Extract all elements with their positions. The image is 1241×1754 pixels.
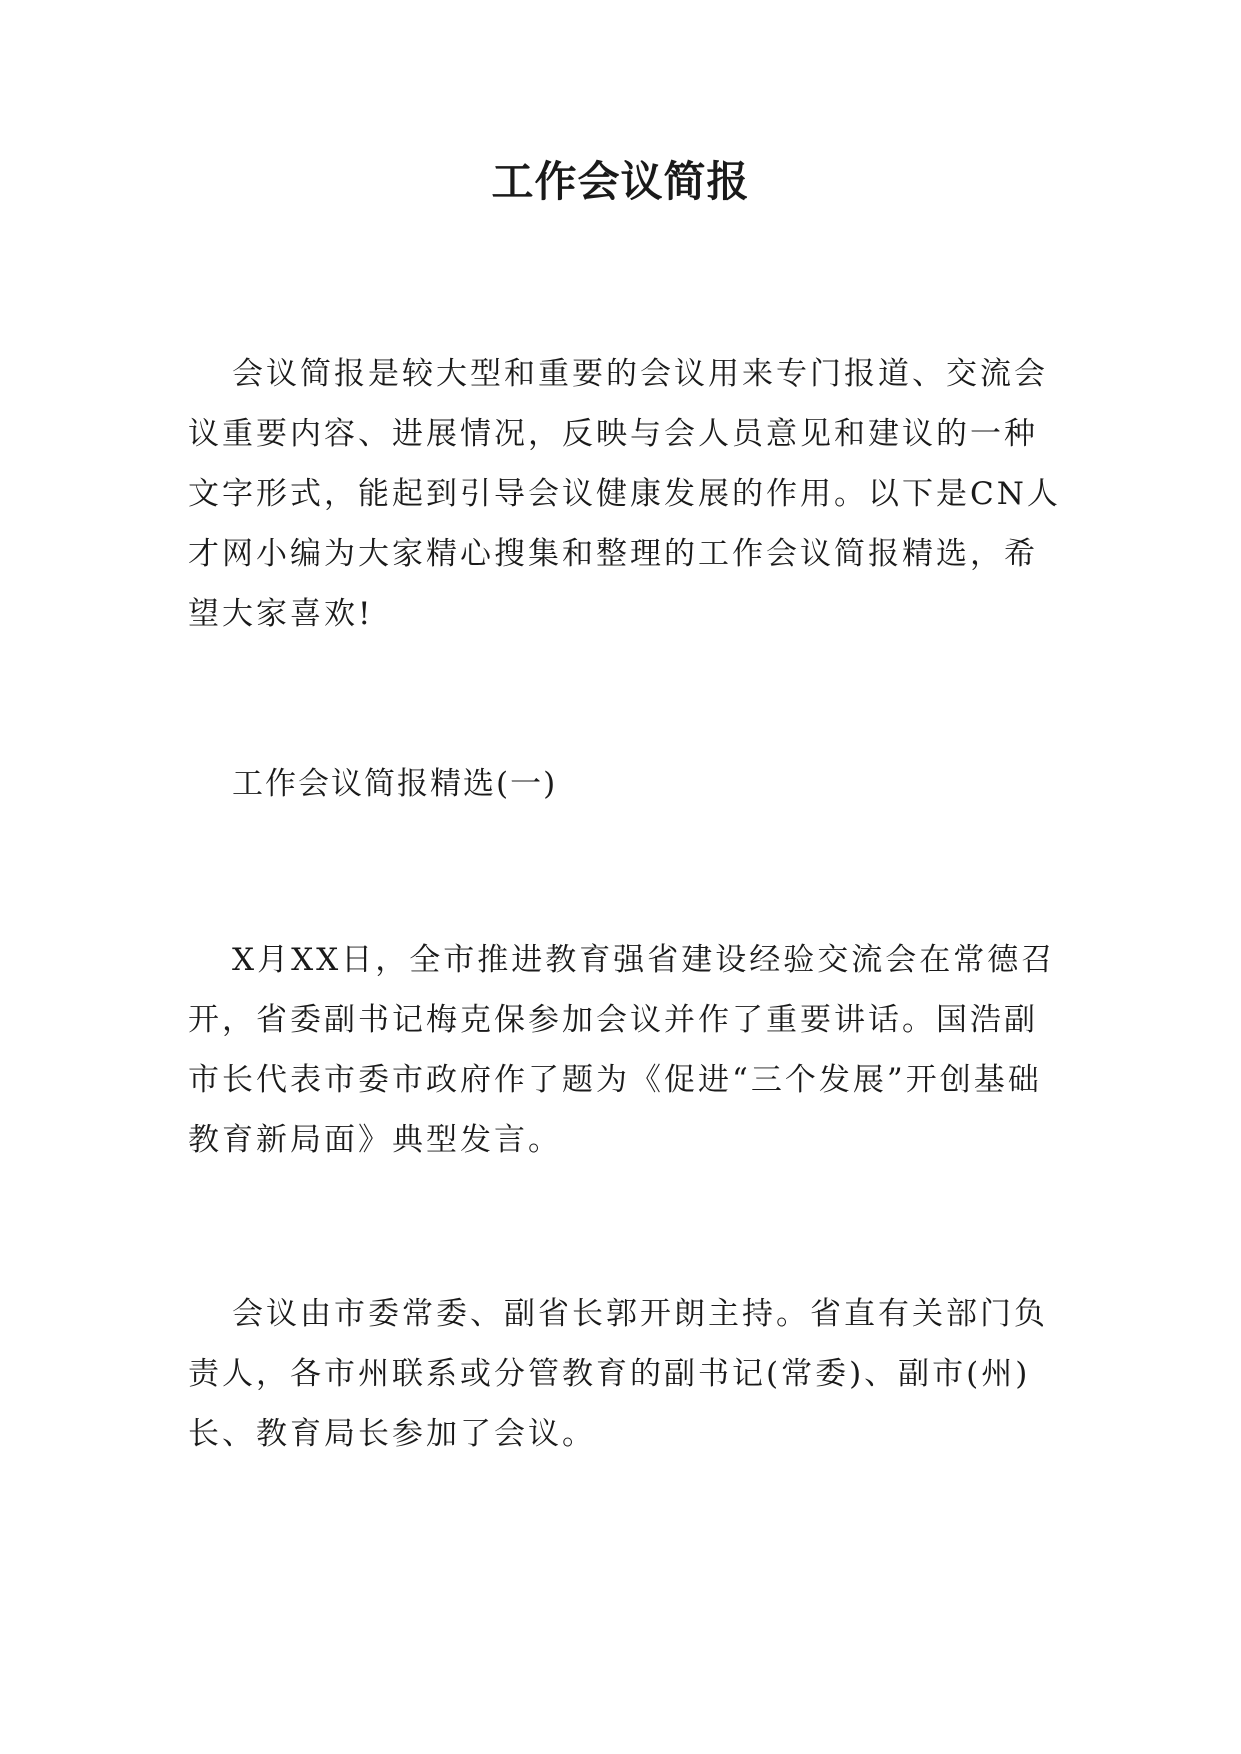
- intro-paragraph: 会议简报是较大型和重要的会议用来专门报道、交流会议重要内容、进展情况，反映与会人员意见和建议的一种文字形式，能起到引导会议健康发展的作用。以下是CN人才网小编为大家精心搜集和整理的工作会议简报精选，希望大家喜欢!: [188, 356, 1061, 632]
- document-title: 工作会议简报: [491, 157, 750, 206]
- body-paragraph-1: X月XX日，全市推进教育强省建设经验交流会在常德召开，省委副书记梅克保参加会议并作了重要讲话。国浩副市长代表市委市政府作了题为《促进“三个发展”开创基础教育新局面》典型发言。: [188, 942, 1056, 1158]
- section-heading: 工作会议简报精选(一): [232, 766, 558, 802]
- body-paragraph-2: 会议由市委常委、副省长郭开朗主持。省直有关部门负责人，各市州联系或分管教育的副书记(常委)、副市(州)长、教育局长参加了会议。: [188, 1296, 1048, 1452]
